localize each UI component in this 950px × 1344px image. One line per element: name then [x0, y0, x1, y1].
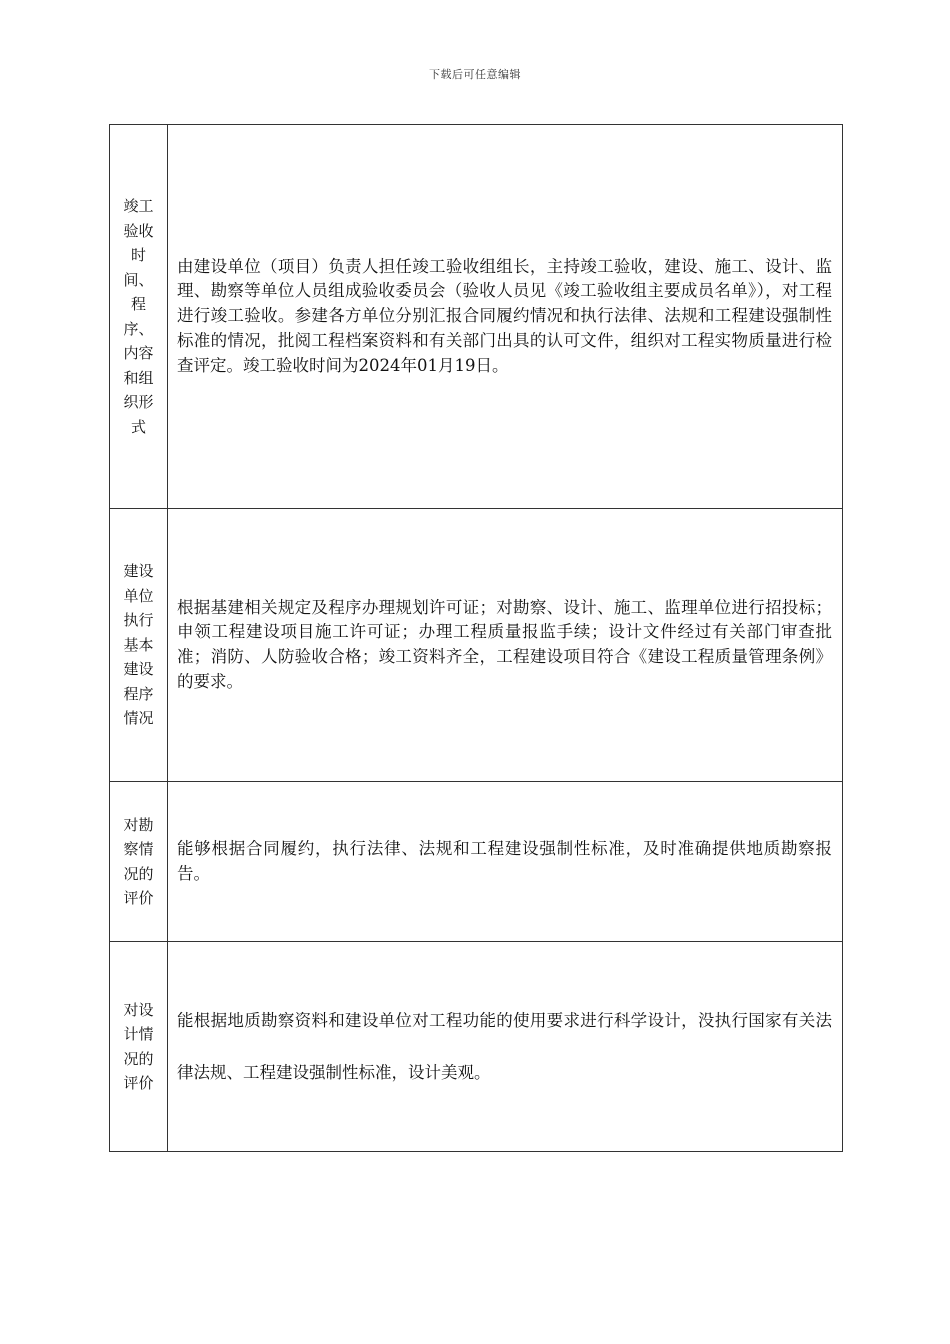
row-label-cell	[110, 125, 168, 509]
row-content-cell	[168, 942, 843, 1152]
row-label-cell	[110, 782, 168, 942]
row-content-cell	[168, 125, 843, 509]
page-header-note: 下载后可任意编辑	[429, 68, 521, 81]
row-content-cell	[168, 509, 843, 782]
table-row-design-evaluation	[110, 942, 843, 1152]
row-label: 竣工验收时间、程序、内容和组织形式	[123, 197, 154, 436]
table-row-survey-evaluation	[110, 782, 843, 942]
row-label: 对设计情况的评价	[123, 1000, 154, 1092]
row-content: 能根据地质勘察资料和建设单位对工程功能的使用要求进行科学设计，没执行国家有关法律法规、工程建设强制性标准，设计美观。	[177, 1010, 832, 1082]
table-row-acceptance-procedure	[110, 125, 843, 509]
row-label: 对勘察情况的评价	[123, 815, 154, 907]
row-content: 由建设单位（项目）负责人担任竣工验收组组长，主持竣工验收，建设、施工、设计、监理、勘察等单位人员组成验收委员会（验收人员见《竣工验收组主要成员名单》），对工程进行竣工验收。参建各方单位分别汇报合同履约情况和执行法律、法规和工程建设强制性标准的情况，批阅工程档案资料和有关部门出具的认可文件，组织对工程实物质量进行检查评定。竣工验收时间为2024年01月19日。	[177, 256, 832, 375]
row-label-cell	[110, 942, 168, 1152]
row-content-cell	[168, 782, 843, 942]
row-content: 能够根据合同履约，执行法律、法规和工程建设强制性标准，及时准确提供地质勘察报告。	[177, 838, 832, 883]
table-row-construction-procedure	[110, 509, 843, 782]
row-content: 根据基建相关规定及程序办理规划许可证；对勘察、设计、施工、监理单位进行招投标；申领工程建设项目施工许可证；办理工程质量报监手续；设计文件经过有关部门审查批准；消防、人防验收合格；竣工资料齐全，工程建设项目符合《建设工程质量管理条例》的要求。	[177, 597, 832, 691]
acceptance-report-table	[109, 124, 843, 1152]
row-label: 建设单位执行基本建设程序情况	[123, 562, 154, 728]
row-label-cell	[110, 509, 168, 782]
